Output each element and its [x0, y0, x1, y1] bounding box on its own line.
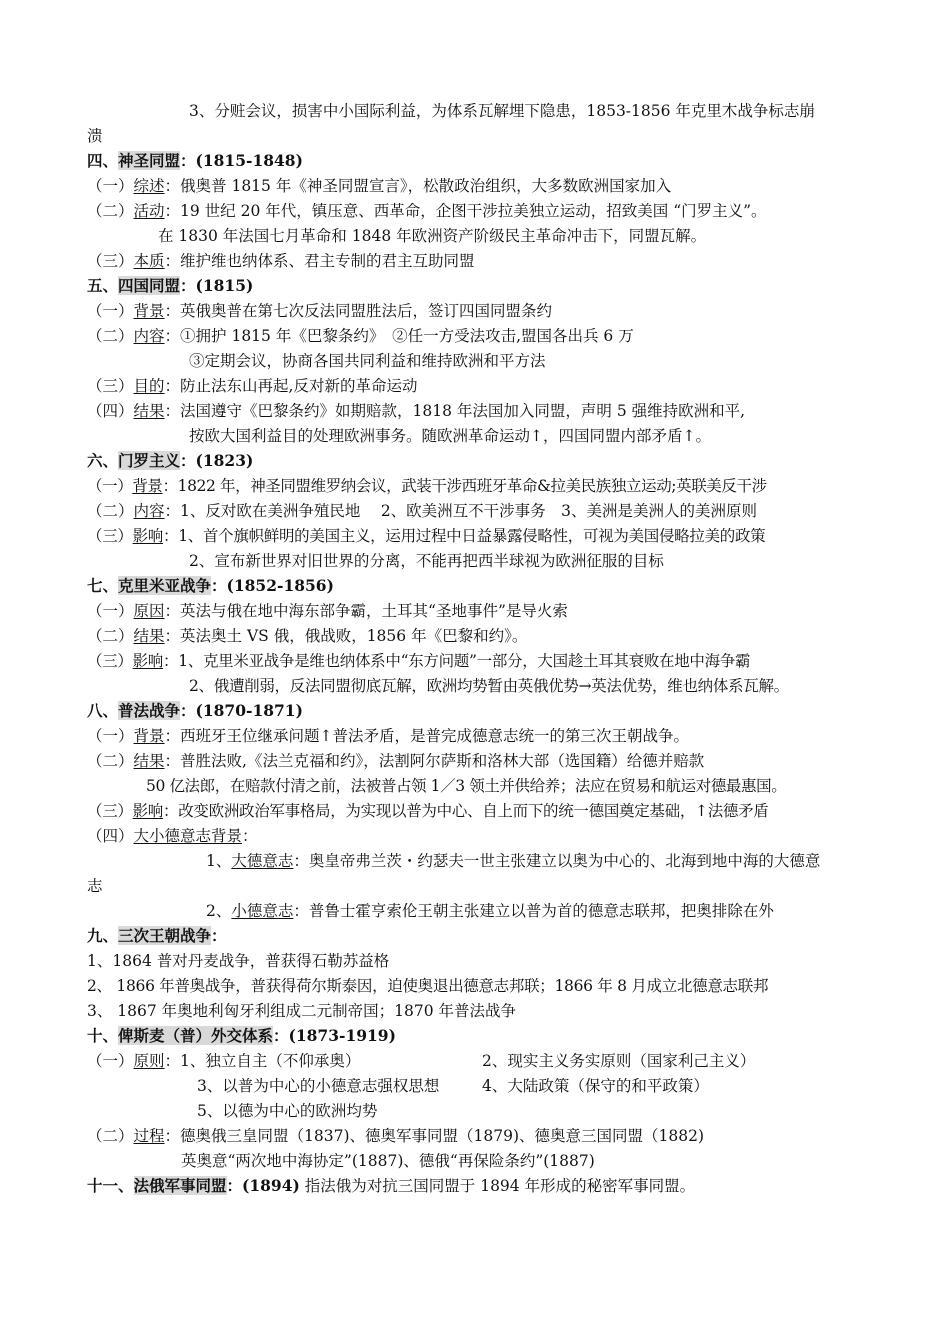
- item-line: 1、1864 普对丹麦战争，普获得石勒苏益格: [87, 952, 390, 970]
- item-line: 3、 1867 年奥地利匈牙利组成二元制帝国；1870 年普法战争: [87, 1002, 517, 1020]
- item-line: [87, 326, 634, 346]
- item-text: ：普鲁士霍亨索伦王朝主张建立以普为首的德意志联邦，把奥排除在外: [293, 902, 774, 920]
- section-number: 九、: [87, 926, 119, 945]
- item-continuation: 2、宣布新世界对旧世界的分离，不能再把西半球视为欧洲征服的目标: [189, 552, 664, 570]
- item-keyword: 小德意志: [231, 902, 294, 920]
- item-index: （三）: [87, 802, 133, 820]
- item-line: 2、 1866 年普奥战争，普获得荷尔斯泰因，迫使奥退出德意志邦联；1866 年 8 月成立北德意志联邦: [87, 977, 769, 995]
- item-text: ：俄奥普 1815 年《神圣同盟宣言》，松散政治组织，大多数欧洲国家加入: [164, 177, 672, 195]
- item-text: ：1、独立自主（不仰承奥）: [164, 1052, 361, 1070]
- item-text: ：改变欧洲政治军事格局，为实现以普为中心、自上而下的统一德国奠定基础，↑法德矛盾: [163, 802, 769, 820]
- section-date: ：(1852-1856): [211, 576, 334, 595]
- item-text: ：普胜法败,《法兰克福和约》，法割阿尔萨斯和洛林大部（选国籍）给德并赔款: [164, 752, 705, 770]
- item-continuation: 2、俄遭削弱，反法同盟彻底瓦解，欧洲均势暂由英俄优势→英法优势，维也纳体系瓦解。: [189, 677, 789, 695]
- item-line: [87, 801, 769, 821]
- item-text: ：西班牙王位继承问题↑普法矛盾，是普完成德意志统一的第三次王朝战争。: [164, 727, 690, 745]
- item-text: ：英俄奥普在第七次反法同盟胜法后，签订四国同盟条约: [164, 302, 553, 320]
- item-index: （二）: [87, 752, 134, 770]
- section-heading: [87, 1176, 695, 1196]
- section-title: 门罗主义: [118, 451, 181, 470]
- section-number: 六、: [87, 451, 119, 470]
- item-keyword: 结果: [133, 402, 165, 420]
- item-index: （一）: [87, 727, 134, 745]
- item-keyword: 影响: [132, 802, 164, 820]
- item-text: ：奥皇帝弗兰茨・约瑟夫一世主张建立以奥为中心的、北海到地中海的大德意: [293, 852, 821, 870]
- item-keyword: 内容: [133, 502, 165, 520]
- item-index: （二）: [87, 1127, 134, 1145]
- section-title: 法俄军事同盟: [133, 1176, 227, 1195]
- item-keyword: 背景: [133, 727, 165, 745]
- section-heading: [87, 151, 303, 171]
- item-keyword: 综述: [133, 177, 165, 195]
- item-line: [87, 251, 475, 271]
- section-number: 七、: [87, 576, 119, 595]
- item-index: （三）: [87, 527, 133, 545]
- item-index: （三）: [87, 377, 134, 395]
- item-text: ：1、反对欧在美洲争殖民地 2、欧美洲互不干涉事务 3、美洲是美洲人的美洲原则: [164, 502, 758, 520]
- item-line: [87, 501, 757, 521]
- section-title: 普法战争: [118, 701, 181, 720]
- item-text: ：①拥护 1815 年《巴黎条约》 ②任一方受法攻击,盟国各出兵 6 万: [164, 327, 634, 345]
- item-text: ：防止法东山再起,反对新的革命运动: [164, 377, 418, 395]
- item-index: （一）: [87, 302, 134, 320]
- item-line: [87, 651, 750, 671]
- item-continuation: 50 亿法郎，在赔款付清之前，法被普占领 1／3 领土并供给养；法应在贸易和航运对德最惠国。: [146, 777, 787, 795]
- item-keyword: 大德意志: [231, 852, 294, 870]
- item-text: ：1、克里米亚战争是维也纳体系中“东方问题”一部分，大国趁土耳其衰败在地中海争霸: [163, 652, 751, 670]
- item-line: [87, 626, 527, 646]
- item-line: [87, 201, 767, 221]
- item-line: [87, 601, 568, 621]
- item-continuation: 英奥意“两次地中海协定”(1887)、德俄“再保险条约”(1887): [181, 1152, 595, 1170]
- item-text: ：英法奥土 VS 俄，俄战败，1856 年《巴黎和约》。: [164, 627, 528, 645]
- section-date: ：(1894): [226, 1176, 300, 1195]
- item-text: ：: [242, 827, 258, 845]
- item-line: [87, 301, 552, 321]
- item-column-text: 2、现实主义务实原则（国家利己主义）: [482, 1052, 756, 1070]
- section-heading: [87, 276, 253, 296]
- item-keyword: 背景: [132, 477, 163, 495]
- sub-item-line: [206, 851, 820, 871]
- item-keyword: 原则: [133, 1052, 165, 1070]
- item-text: ：维护维也纳体系、君主专制的君主互助同盟: [164, 252, 475, 270]
- section-title: 四国同盟: [118, 276, 181, 295]
- item-line: [87, 401, 745, 421]
- section-date: ：(1815-1848): [180, 151, 303, 170]
- item-index: （一）: [87, 1052, 134, 1070]
- item-continuation: 5、以德为中心的欧洲均势: [197, 1102, 378, 1120]
- item-continuation: ③定期会议，协商各国共同利益和维持欧洲和平方法: [189, 352, 546, 370]
- item-index: （四）: [87, 827, 134, 845]
- item-line: [87, 476, 767, 496]
- section-date: ：(1873-1919): [273, 1026, 396, 1045]
- section-date: ：: [211, 926, 227, 945]
- item-index: （三）: [87, 652, 133, 670]
- item-text: 指法俄为对抗三国同盟于 1894 年形成的秘密军事同盟。: [304, 1177, 696, 1195]
- item-index: （二）: [87, 627, 134, 645]
- item-index: （三）: [87, 252, 134, 270]
- section-number: 五、: [87, 276, 119, 295]
- item-index: （一）: [87, 177, 134, 195]
- item-keyword: 内容: [133, 327, 165, 345]
- item-text: ：19 世纪 20 年代，镇压意、西革命，企图干涉拉美独立运动，招致美国 “门罗主义”。: [164, 202, 767, 220]
- item-index: （一）: [87, 477, 133, 495]
- item-continuation: 按欧大国利益目的处理欧洲事务。随欧洲革命运动↑，四国同盟内部矛盾↑。: [189, 427, 711, 445]
- item-keyword: 背景: [133, 302, 165, 320]
- item-keyword: 影响: [132, 652, 164, 670]
- item-index: （二）: [87, 202, 134, 220]
- item-line: [87, 1051, 360, 1071]
- item-line: [87, 176, 671, 196]
- item-text: ：德奥俄三皇同盟（1837)、德奥军事同盟（1879)、德奥意三国同盟（1882): [164, 1127, 705, 1145]
- section-number: 八、: [87, 701, 119, 720]
- item-index: （四）: [87, 402, 134, 420]
- text-line: 3、分赃会议，损害中小国际利益，为体系瓦解埋下隐患，1853-1856 年克里木战争标志崩: [189, 102, 815, 120]
- section-date: ：(1815): [180, 276, 254, 295]
- item-line: [87, 1126, 704, 1146]
- section-heading: [87, 701, 303, 721]
- item-keyword: 目的: [133, 377, 165, 395]
- item-line: [87, 726, 689, 746]
- section-title: 克里米亚战争: [118, 576, 212, 595]
- item-line: [87, 826, 258, 846]
- sub-item-line: [206, 901, 774, 921]
- section-number: 十、: [87, 1026, 119, 1045]
- item-keyword: 大小德意志背景: [133, 827, 243, 845]
- section-date: ：(1823): [180, 451, 254, 470]
- item-continuation: 志: [87, 877, 103, 895]
- item-index: 2、: [206, 902, 232, 920]
- section-date: ：(1870-1871): [180, 701, 303, 720]
- item-text: ：英法与俄在地中海东部争霸，土耳其“圣地事件”是导火索: [164, 602, 568, 620]
- item-continuation: 3、以普为中心的小德意志强权思想: [197, 1077, 440, 1095]
- item-text: ：1、首个旗帜鲜明的美国主义，运用过程中日益暴露侵略性，可视为美国侵略拉美的政策: [163, 527, 766, 545]
- section-number: 十一、: [87, 1176, 134, 1195]
- item-column-text: 4、大陆政策（保守的和平政策）: [482, 1077, 709, 1095]
- section-number: 四、: [87, 151, 119, 170]
- text-line: 溃: [87, 127, 103, 145]
- item-text: ：法国遵守《巴黎条约》如期赔款，1818 年法国加入同盟，声明 5 强维持欧洲和平,: [164, 402, 746, 420]
- item-keyword: 影响: [132, 527, 164, 545]
- section-heading: [87, 1026, 396, 1046]
- item-keyword: 结果: [133, 627, 165, 645]
- item-index: （二）: [87, 502, 134, 520]
- item-index: （一）: [87, 602, 134, 620]
- item-keyword: 原因: [133, 602, 165, 620]
- item-index: 1、: [206, 852, 232, 870]
- item-line: [87, 526, 765, 546]
- item-text: ：1822 年，神圣同盟维罗纳会议，武装干涉西班牙革命&拉美民族独立运动;英联美反干涉: [162, 477, 767, 495]
- item-keyword: 过程: [133, 1127, 165, 1145]
- item-line: [87, 376, 417, 396]
- item-keyword: 本质: [133, 252, 165, 270]
- item-keyword: 活动: [133, 202, 165, 220]
- section-heading: [87, 451, 253, 471]
- section-heading: [87, 576, 334, 596]
- item-keyword: 结果: [133, 752, 165, 770]
- section-heading: [87, 926, 227, 946]
- section-title: 俾斯麦（普）外交体系: [118, 1026, 274, 1045]
- item-continuation: 在 1830 年法国七月革命和 1848 年欧洲资产阶级民主革命冲击下，同盟瓦解。: [158, 227, 707, 245]
- item-line: [87, 751, 704, 771]
- section-title: 三次王朝战争: [118, 926, 212, 945]
- section-title: 神圣同盟: [118, 151, 181, 170]
- item-index: （二）: [87, 327, 134, 345]
